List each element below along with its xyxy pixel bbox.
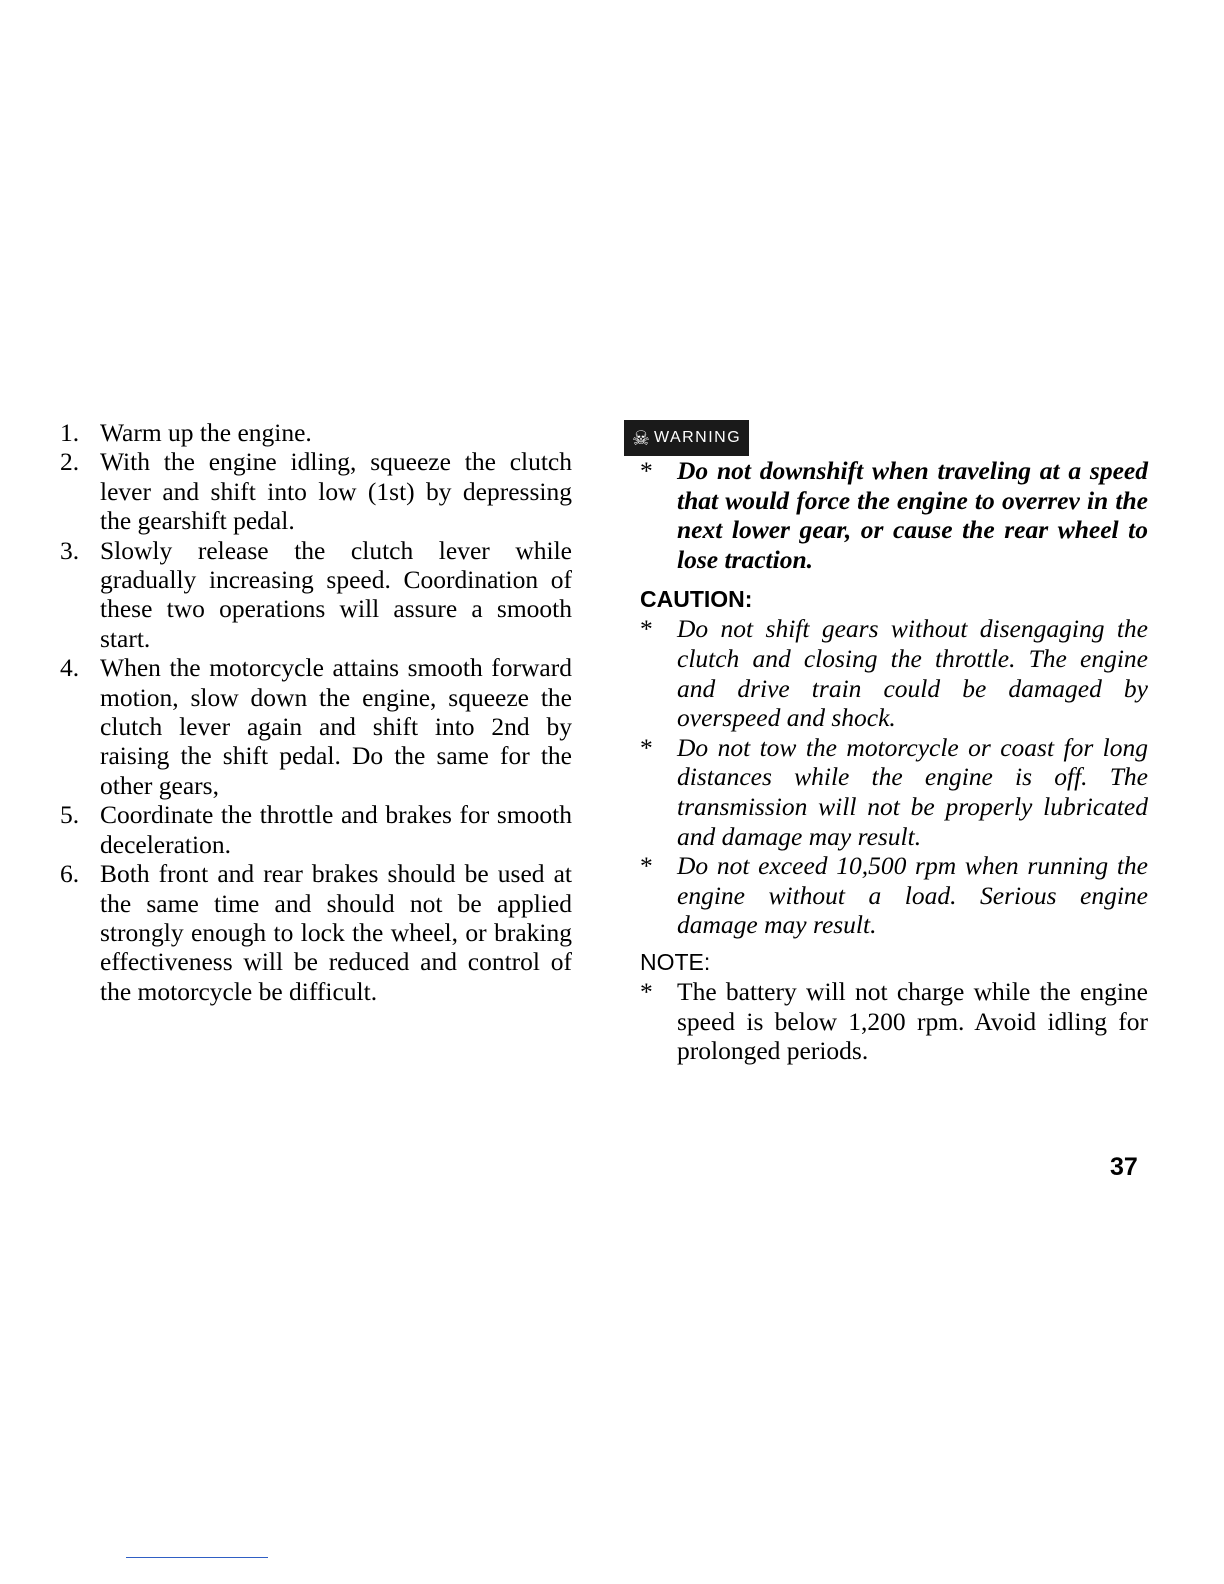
step-text: Warm up the engine. [100,418,312,447]
step-item [60,859,572,1006]
riding-steps-list [60,418,572,1006]
right-column [632,418,1148,1066]
hazard-icon: ☠ [632,427,650,450]
step-item [60,653,572,800]
note-text: The battery will not charge while the engine speed is below 1,200 rpm. Avoid idling for prolonged periods. [677,976,1148,1066]
footer-divider [126,1557,268,1558]
step-number: 2. [60,447,80,477]
note-list [640,977,1148,1066]
caution-item [640,733,1148,851]
asterisk-icon: * [640,732,653,762]
step-text: Coordinate the throttle and brakes for smooth deceleration. [100,800,572,859]
step-text: Both front and rear brakes should be used at the same time and should not be applied strongly enough to lock the wheel, or braking effectiveness will be reduced and control of the motorcycle be difficult. [100,859,572,1006]
warning-text: Do not downshift when traveling at a speed that would force the engine to overrev in the next lower gear, or cause the rear wheel to lose traction. [677,456,1148,574]
caution-item [640,851,1148,940]
warning-item [640,456,1148,574]
caution-text: Do not shift gears without disengaging the clutch and closing the throttle. The engine and drive train could be damaged by overspeed and shock. [677,614,1148,733]
step-number: 3. [60,535,80,565]
asterisk-icon: * [640,976,653,1006]
step-number: 6. [60,859,80,889]
left-column [60,418,572,1006]
note-item [640,977,1148,1066]
step-text: With the engine idling, squeeze the clutch lever and shift into low (1st) by depressing the gearshift pedal. [100,447,572,536]
warning-list [640,456,1148,574]
step-number: 1. [60,418,80,447]
note-heading: NOTE: [640,948,711,975]
step-item [60,800,572,859]
step-number: 5. [60,800,80,830]
step-text: Slowly release the clutch lever while gradually increasing speed. Coordination of these two operations will assure a smooth start. [100,535,572,653]
asterisk-icon: * [640,456,653,485]
step-item [60,418,572,447]
step-text: When the motorcycle attains smooth forward motion, slow down the engine, squeeze the clutch lever again and shift into 2nd by raising the shift pedal. Do the same for the other gears, [100,653,572,800]
step-number: 4. [60,653,80,683]
step-item [60,447,572,535]
asterisk-icon: * [640,851,653,881]
warning-badge [624,420,749,456]
caution-item [640,614,1148,732]
caution-heading: CAUTION: [640,586,753,613]
asterisk-icon: * [640,614,653,644]
caution-text: Do not tow the motorcycle or coast for long distances while the engine is off. The transmission will not be properly lubricated and damage may result. [677,732,1148,851]
page-number: 37 [1110,1153,1138,1181]
step-item [60,536,572,654]
caution-list [640,614,1148,940]
caution-text: Do not exceed 10,500 rpm when running the engine without a load. Serious engine damage may result. [677,851,1148,940]
warning-label: WARNING [653,429,742,446]
